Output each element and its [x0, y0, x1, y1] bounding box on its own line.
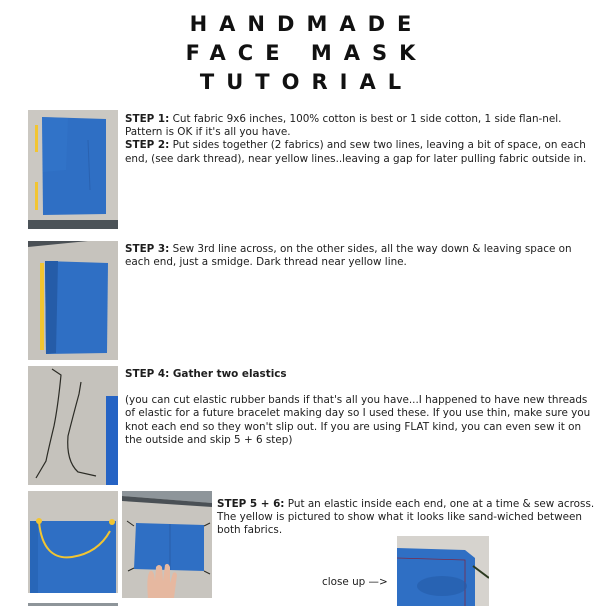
step3-fabric-photo — [28, 241, 118, 360]
step-2-label: STEP 2: — [125, 139, 170, 152]
title-line-3: TUTORIAL — [199, 70, 414, 94]
step-3-label: STEP 3: — [125, 243, 170, 255]
step1-fabric-photo — [28, 110, 118, 229]
step1-2-text — [125, 113, 595, 166]
title-line-1: HANDMADE — [189, 12, 424, 36]
step-5-6 — [217, 498, 597, 538]
step5-hand-photo — [122, 491, 212, 598]
step-4-label: STEP 4: Gather two elastics — [125, 368, 287, 380]
step-2 — [125, 139, 595, 165]
step-5-6-label: STEP 5 + 6: — [217, 498, 285, 510]
step5-6-text — [217, 498, 597, 538]
step3-text — [125, 243, 575, 269]
step4-elastics-photo — [28, 366, 118, 485]
title-line-2: FACE MASK — [185, 41, 428, 65]
step-2-text: Put sides together (2 fabrics) and sew two lines, leaving a bit of space, on each end, (see dark thread), near yellow lines..leaving a gap for later pulling fabric outside in. — [125, 139, 587, 165]
closeup-photo — [397, 536, 489, 606]
closeup-label: close up —> — [322, 576, 388, 588]
step-1 — [125, 113, 595, 139]
page-title — [0, 10, 601, 97]
step-4-heading — [125, 368, 595, 381]
step-3 — [125, 243, 575, 269]
step-1-label: STEP 1: — [125, 113, 170, 125]
step-4-text: (you can cut elastic rubber bands if that's all you have...I happened to have new threads of elastic for a future bracelet making day so I used these. If you use thin, make sure you knot each end so they won't slip out. If you are using FLAT kind, you can even sew it on the outside and skip 5 + 6 step) — [125, 394, 591, 446]
step-1-text: Cut fabric 9x6 inches, 100% cotton is best or 1 side cotton, 1 side flan-nel. Pattern is OK if it's all you have. — [125, 113, 562, 139]
step4-text — [125, 368, 595, 447]
step5-yellow-curve-photo — [28, 491, 118, 593]
step-3-text: Sew 3rd line across, on the other sides, all the way down & leaving space on each end, just a smidge. Dark thread near yellow line. — [125, 243, 572, 269]
step-5-6-body: Put an elastic inside each end, one at a time & sew across. The yellow is pictured to show what it looks like sand-wiched between both fabrics. — [217, 498, 595, 537]
